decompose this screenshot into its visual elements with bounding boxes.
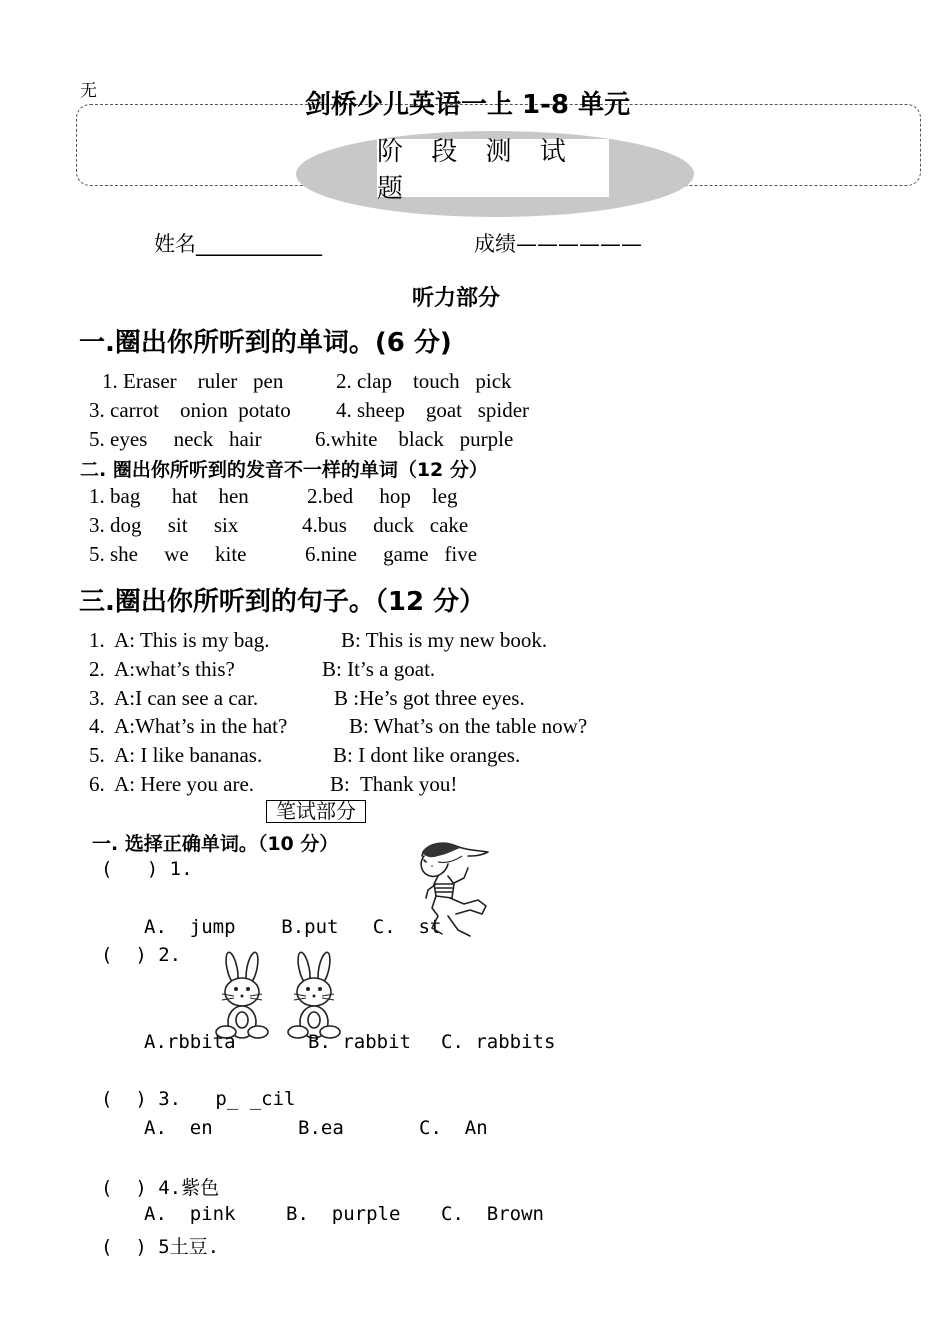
section2-title: 二. 圈出你所听到的发音不一样的单词（12 分）: [80, 459, 488, 481]
s3-line2-a: 2. A:what’s this?: [89, 657, 235, 681]
s3-line4-b: B: What’s on the table now?: [349, 714, 588, 738]
section3-title: 三.圈出你所听到的句子。（12 分）: [79, 587, 486, 617]
written-heading: 笔试部分: [276, 799, 356, 823]
s3-line2-b: B: It’s a goat.: [322, 657, 436, 681]
s3-line3-b: B :He’s got three eyes.: [334, 686, 525, 710]
s2-line1-a: 1. bag hat hen: [89, 484, 249, 508]
s2-line2-a: 3. dog sit six: [89, 513, 239, 537]
section1-title: 一.圈出你所听到的单词。(6 分): [79, 328, 452, 358]
stage-title: 阶 段 测 试 题: [377, 137, 576, 204]
q5-stem: ( ) 5土豆.: [101, 1236, 220, 1258]
name-field-label: 姓名____________: [154, 232, 322, 256]
listening-heading: 听力部分: [412, 286, 501, 311]
s3-line1-b: B: This is my new book.: [341, 628, 548, 652]
q3-stem: ( ) 3. p_ _cil: [101, 1088, 296, 1110]
s2-line1-b: 2.bed hop leg: [307, 484, 458, 508]
q1-options: A. jump B.put C. st: [144, 916, 442, 938]
written-section1-title: 一. 选择正确单词。（10 分）: [92, 833, 339, 855]
q4-option-c: C. Brown: [441, 1203, 544, 1225]
q4-option-a: A. pink: [144, 1203, 236, 1225]
q3-option-c: C. An: [419, 1117, 488, 1139]
q2-option-c: C. rabbits: [441, 1031, 556, 1053]
s3-line1-a: 1. A: This is my bag.: [89, 628, 270, 652]
score-field-label: 成绩——————: [474, 232, 642, 256]
s1-line2-a: 3. carrot onion potato: [89, 398, 291, 422]
written-heading-box: [266, 800, 366, 823]
rabbits-picture: [212, 948, 352, 1044]
q4-option-b: B. purple: [286, 1203, 401, 1225]
q1-stem: ( ) 1.: [101, 858, 193, 880]
s3-line6-a: 6. A: Here you are.: [89, 772, 255, 796]
s1-line2-b: 4. sheep goat spider: [336, 398, 530, 422]
s1-line3-a: 5. eyes neck hair: [89, 427, 262, 451]
q4-stem: ( ) 4.紫色: [101, 1177, 220, 1199]
s2-line2-b: 4.bus duck cake: [302, 513, 469, 537]
s3-line3-a: 3. A:I can see a car.: [89, 686, 259, 710]
jumping-child-picture: [408, 838, 498, 942]
s3-line4-a: 4. A:What’s in the hat?: [89, 714, 288, 738]
q2-option-a: A.rbbita: [144, 1031, 236, 1053]
q3-option-a: A. en: [144, 1117, 213, 1139]
q2-option-b: B. rabbit: [308, 1031, 411, 1053]
s3-line6-b: B: Thank you!: [330, 772, 458, 796]
page-title: 剑桥少儿英语一上 1-8 单元: [305, 90, 631, 120]
s1-line1-b: 2. clap touch pick: [336, 369, 512, 393]
s2-line3-a: 5. she we kite: [89, 542, 247, 566]
s1-line1-a: 1. Eraser ruler pen: [102, 369, 284, 393]
q2-stem: ( ) 2.: [101, 944, 182, 966]
s1-line3-b: 6.white black purple: [315, 427, 514, 451]
s3-line5-a: 5. A: I like bananas.: [89, 743, 263, 767]
corner-label: 无: [80, 81, 97, 100]
stage-title-box: [377, 137, 609, 204]
s3-line5-b: B: I dont like oranges.: [333, 743, 521, 767]
s2-line3-b: 6.nine game five: [305, 542, 478, 566]
q3-option-b: B.ea: [298, 1117, 344, 1139]
